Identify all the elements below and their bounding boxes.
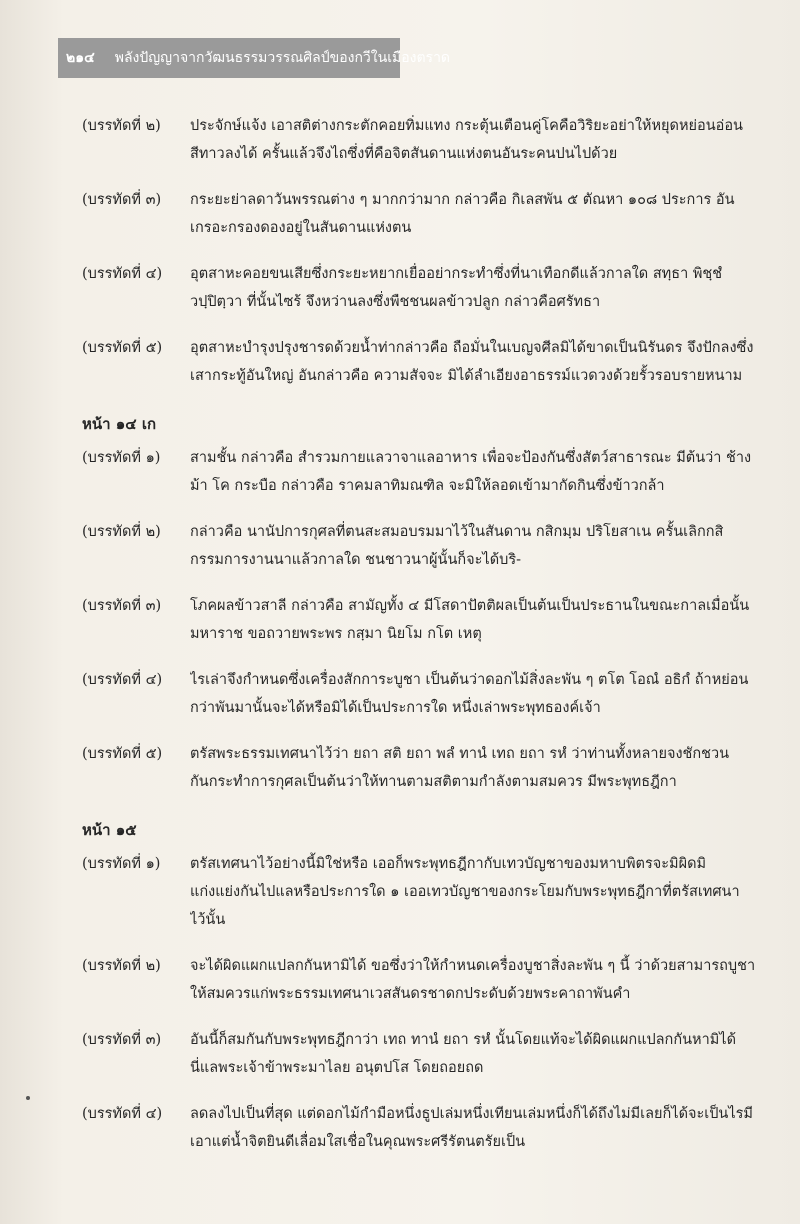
- entry-text: [190, 518, 762, 574]
- text-line: สามชั้น กล่าวคือ สำรวมกายแลวาจาแลอาหาร เพื่อจะป้องกันซึ่งสัตว์สาธารณะ มีต้นว่า ช้าง: [190, 450, 752, 466]
- entry-text: [190, 666, 762, 722]
- book-title: พลังปัญญาจากวัฒนธรรมวรรณศิลป์ของกวีในเมืองตราด: [114, 50, 451, 66]
- document-body: [82, 112, 762, 1174]
- text-line: กล่าวคือ นานัปการกุศลที่ตนสะสมอบรมมาไว้ในสันดาน กสิกมฺม ปริโยสาเน ครั้นเลิกกสิ: [190, 524, 724, 540]
- entry-text: [190, 260, 762, 316]
- line-entry: [82, 112, 762, 168]
- text-line: ตรัสเทศนาไว้อย่างนี้มิใช่หรือ เออก็พระพุทธฎีกากับเทวบัญชาของมหาบพิตรจะมิผิดมิ: [190, 856, 707, 872]
- text-line: ไว้นั้น: [190, 912, 226, 928]
- line-label: (บรรทัดที่ ๑): [82, 856, 161, 872]
- text-line: กระยะย่าลดาวันพรรณต่าง ๆ มากกว่ามาก กล่าวคือ กิเลสพัน ๕ ตัณหา ๑๐๘ ประการ อัน: [190, 192, 735, 208]
- line-label: (บรรทัดที่ ๓): [82, 598, 162, 614]
- text-line: ม้า โค กระบือ กล่าวคือ ราคมลาทิมณฑิล จะมิให้ลอดเข้ามากัดกินซึ่งข้าวกล้า: [190, 478, 665, 494]
- text-line: โภคผลข้าวสาลี กล่าวคือ สามัญทั้ง ๔ มีโสดาปัตติผลเป็นต้นเป็นประธานในขณะกาลเมื่อนั้น: [190, 598, 750, 614]
- entry-text: [190, 186, 762, 242]
- text-line: อุตสาหะคอยขนเสียซึ่งกระยะหยากเยื่ออย่ากระทำซึ่งที่นาเทือกดีแล้วกาลใด สทฺธา พิชฺชํ: [190, 266, 723, 282]
- line-entry: [82, 334, 762, 390]
- line-entry: [82, 850, 762, 934]
- page-speck: [26, 1096, 30, 1100]
- line-entry: [82, 1026, 762, 1082]
- line-label: (บรรทัดที่ ๒): [82, 958, 161, 974]
- entry-text: [190, 1100, 762, 1156]
- page-number: ๒๑๔: [66, 50, 95, 66]
- section-heading: หน้า ๑๕: [82, 821, 137, 839]
- entry-text: [190, 444, 762, 500]
- entry-text: [190, 850, 762, 934]
- entry-text: [190, 740, 762, 796]
- text-line: มหาราช ขอถวายพระพร กสฺมา นิยโม กโต เหตุ: [190, 626, 482, 642]
- text-line: ลดลงไปเป็นที่สุด แต่ดอกไม้กำมือหนึ่งธูปเล่มหนึ่งเทียนเล่มหนึ่งก็ได้ถึงไม่มีเลยก็ได้จะเป็นไรมี: [190, 1106, 753, 1122]
- text-line: แก่งแย่งกันไปแลหรือประการใด ๑ เออเทวบัญชาของกระโยมกับพระพุทธฎีกาที่ตรัสเทศนา: [190, 884, 740, 900]
- line-label: (บรรทัดที่ ๕): [82, 746, 163, 762]
- text-line: เกรอะกรองดองอยู่ในสันดานแห่งตน: [190, 220, 412, 236]
- line-label: (บรรทัดที่ ๓): [82, 192, 162, 208]
- line-entry: [82, 666, 762, 722]
- line-entry: [82, 260, 762, 316]
- line-label: (บรรทัดที่ ๔): [82, 1106, 163, 1122]
- entry-text: [190, 334, 762, 390]
- running-header: [58, 38, 451, 78]
- line-entry: [82, 740, 762, 796]
- line-label: (บรรทัดที่ ๔): [82, 672, 163, 688]
- line-label: (บรรทัดที่ ๓): [82, 1032, 162, 1048]
- text-line: จะได้ผิดแผกแปลกกันหามิได้ ขอซึ่งว่าให้กำหนดเครื่องบูชาสิ่งละพัน ๆ นี้ ว่าด้วยสามารถบูชา: [190, 958, 756, 974]
- text-line: กรรมการงานนาแล้วกาลใด ชนชาวนาผู้นั้นก็จะได้บริ-: [190, 552, 522, 568]
- text-line: วปฺปิตฺวา ที่นั้นไซร้ จึงหว่านลงซึ่งพืชชนผลข้าวปลูก กล่าวคือศรัทธา: [190, 294, 601, 310]
- line-entry: [82, 1100, 762, 1156]
- entry-text: [190, 112, 762, 168]
- text-line: เอาแต่น้ำจิตยินดีเลื่อมใสเชื่อในคุณพระศรีรัตนตรัยเป็น: [190, 1134, 526, 1150]
- text-line: เสากระทู้อันใหญ่ อันกล่าวคือ ความสัจจะ มิได้ลำเอียงอาธรรม์แวดวงด้วยรั้วรอบรายหนาม: [190, 368, 743, 384]
- entry-text: [190, 592, 762, 648]
- entry-text: [190, 1026, 762, 1082]
- text-line: ให้สมควรแก่พระธรรมเทศนาเวสสันดรชาดกประดับด้วยพระคาถาพันคำ: [190, 986, 631, 1002]
- line-entry: [82, 444, 762, 500]
- line-label: (บรรทัดที่ ๒): [82, 118, 161, 134]
- entry-text: [190, 952, 762, 1008]
- text-line: สีทาวลงได้ ครั้นแล้วจึงไถซึ่งที่คือจิตสันดานแห่งตนอันระคนปนไปด้วย: [190, 146, 618, 162]
- text-line: กันกระทำการกุศลเป็นต้นว่าให้ทานตามสติตามกำลังตามสมควร มีพระพุทธฎีกา: [190, 774, 677, 790]
- text-line: ตรัสพระธรรมเทศนาไว้ว่า ยถา สติ ยถา พลํ ทานํ เทถ ยถา รหํ ว่าท่านทั้งหลายจงชักชวน: [190, 746, 730, 762]
- text-line: นี่แลพระเจ้าข้าพระมาไลย อนุตปโส โดยถอยถด: [190, 1060, 484, 1076]
- line-entry: [82, 592, 762, 648]
- line-label: (บรรทัดที่ ๑): [82, 450, 161, 466]
- text-line: ประจักษ์แจ้ง เอาสติต่างกระตักคอยทิ่มแทง กระตุ้นเตือนคู่โคคือวิริยะอย่าให้หยุดหย่อนอ่อน: [190, 118, 743, 134]
- line-label: (บรรทัดที่ ๕): [82, 340, 163, 356]
- text-line: กว่าพันมานั้นจะได้หรือมิได้เป็นประการใด หนึ่งเล่าพระพุทธองค์เจ้า: [190, 700, 601, 716]
- line-entry: [82, 186, 762, 242]
- line-label: (บรรทัดที่ ๒): [82, 524, 161, 540]
- section-heading: หน้า ๑๔ เก: [82, 415, 157, 433]
- text-line: ไรเล่าจึงกำหนดซึ่งเครื่องสักการะบูชา เป็นต้นว่าดอกไม้สิ่งละพัน ๆ ตโต โอณํ อธิกํ ถ้าหย่อน: [190, 672, 749, 688]
- text-line: อุตสาหะบำรุงปรุงชารดด้วยน้ำท่ากล่าวคือ ถือมั่นในเบญจศีลมิได้ขาดเป็นนิรันดร จึงปักลงซึ่ง: [190, 340, 754, 356]
- line-entry: [82, 952, 762, 1008]
- line-label: (บรรทัดที่ ๔): [82, 266, 163, 282]
- line-entry: [82, 518, 762, 574]
- text-line: อันนี้ก็สมกันกับพระพุทธฎีกาว่า เทถ ทานํ ยถา รหํ นั้นโดยแท้จะได้ผิดแผกแปลกกันหามิได้: [190, 1032, 736, 1048]
